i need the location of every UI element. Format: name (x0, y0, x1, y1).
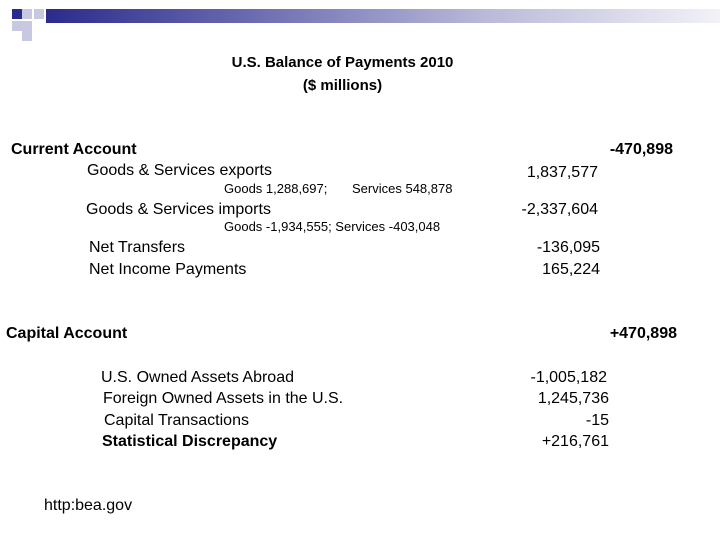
capital-account-total: +470,898 (609, 325, 677, 342)
exports-label: Goods & Services exports (87, 162, 272, 179)
decor-square (22, 9, 32, 19)
decor-square (22, 21, 32, 31)
net-transfers-label: Net Transfers (89, 239, 186, 256)
page-subtitle: ($ millions) (302, 77, 383, 94)
source-note: http:bea.gov (44, 497, 133, 514)
imports-detail: Goods -1,934,555; Services -403,048 (224, 219, 441, 234)
capital-account-label: Capital Account (6, 325, 128, 342)
decor-square (22, 31, 32, 41)
current-account-label: Current Account (11, 141, 137, 158)
statistical-discrepancy-value: +216,761 (541, 433, 609, 450)
statistical-discrepancy-label: Statistical Discrepancy (102, 433, 278, 450)
net-income-label: Net Income Payments (89, 261, 247, 278)
exports-detail-services: Services 548,878 (352, 181, 453, 196)
us-owned-assets-value: -1,005,182 (530, 369, 607, 386)
imports-label: Goods & Services imports (86, 201, 271, 218)
decor-square (12, 9, 22, 19)
current-account-total: -470,898 (609, 141, 673, 158)
net-transfers-value: -136,095 (536, 239, 600, 256)
capital-transactions-value: -15 (585, 412, 609, 429)
imports-value: -2,337,604 (521, 201, 598, 218)
exports-detail-goods: Goods 1,288,697; (224, 181, 328, 196)
decor-square (34, 9, 44, 19)
foreign-owned-assets-label: Foreign Owned Assets in the U.S. (103, 390, 344, 407)
capital-transactions-label: Capital Transactions (104, 412, 249, 429)
header-banner (0, 0, 720, 40)
exports-value: 1,837,577 (526, 164, 598, 181)
page-title: U.S. Balance of Payments 2010 (231, 54, 454, 71)
us-owned-assets-label: U.S. Owned Assets Abroad (101, 369, 294, 386)
gradient-bar (46, 9, 720, 23)
net-income-value: 165,224 (542, 261, 600, 278)
foreign-owned-assets-value: 1,245,736 (537, 390, 609, 407)
decor-square (12, 21, 22, 31)
